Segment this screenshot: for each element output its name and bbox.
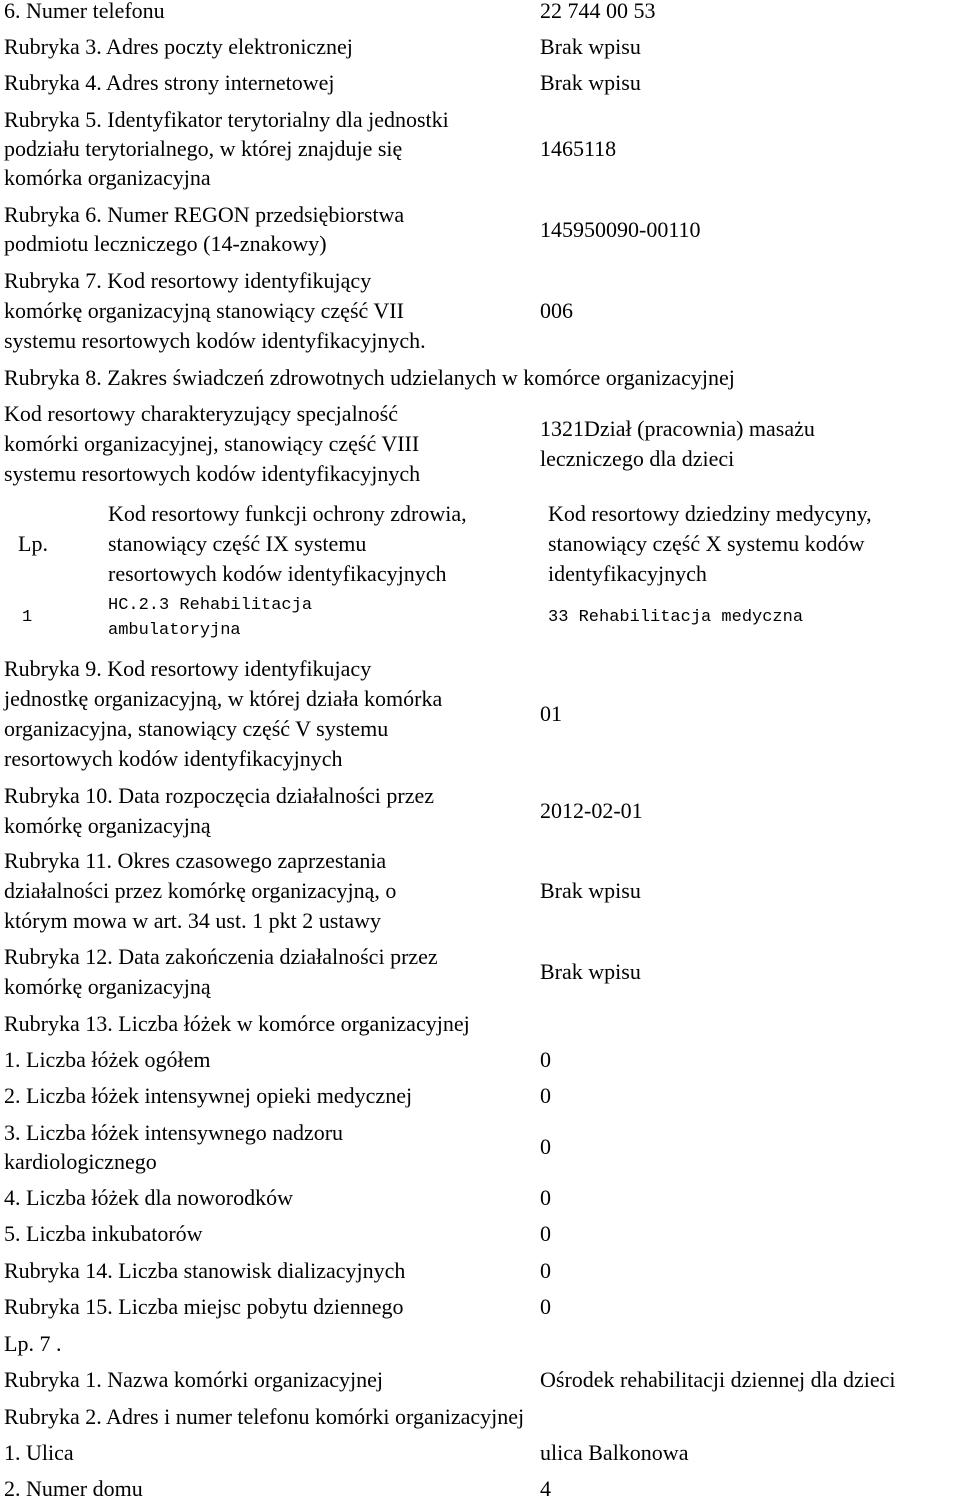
beds-icu-label: 2. Liczba łóżek intensywnej opieki medycznej [4, 1083, 413, 1108]
start-date-value: 2012-02-01 [540, 798, 643, 823]
street-value: ulica Balkonowa [540, 1440, 689, 1465]
specialty-value-line2: leczniczego dla dzieci [540, 446, 735, 471]
house-number-value: 4 [540, 1476, 551, 1501]
table-row-ix-line2: ambulatoryjna [108, 621, 241, 640]
table-header-x-line2: stanowiący część X systemu kodów [548, 531, 865, 556]
regon-value: 145950090-00110 [540, 217, 701, 242]
specialty-value-line1: 1321Dział (pracownia) masażu [540, 416, 815, 441]
end-date-value: Brak wpisu [540, 959, 641, 984]
unit-code-label-line1: Rubryka 9. Kod resortowy identyfikujacy [4, 656, 372, 681]
territorial-id-label-line3: komórka organizacyjna [4, 165, 211, 190]
territorial-id-value: 1465118 [540, 136, 617, 161]
website-label: Rubryka 4. Adres strony internetowej [4, 70, 335, 95]
beds-newborn-value: 0 [540, 1185, 551, 1210]
dialysis-label: Rubryka 14. Liczba stanowisk dializacyjnych [4, 1258, 406, 1283]
table-header-lp: Lp. [18, 531, 48, 556]
start-date-label-line1: Rubryka 10. Data rozpoczęcia działalności przez [4, 783, 435, 808]
beds-cardio-label-line1: 3. Liczba łóżek intensywnego nadzoru [4, 1120, 344, 1145]
code-vii-label-line3: systemu resortowych kodów identyfikacyjnych. [4, 328, 426, 353]
unit-code-value: 01 [540, 701, 562, 726]
beds-title: Rubryka 13. Liczba łóżek w komórce organizacyjnej [4, 1011, 470, 1036]
regon-label-line2: podmiotu leczniczego (14-znakowy) [4, 231, 327, 256]
table-header-x-line3: identyfikacyjnych [548, 561, 707, 586]
phone-value: 22 744 00 53 [540, 0, 656, 23]
table-header-ix-line3: resortowych kodów identyfikacyjnych [108, 561, 447, 586]
email-value: Brak wpisu [540, 34, 641, 59]
suspension-value: Brak wpisu [540, 878, 641, 903]
regon-label-line1: Rubryka 6. Numer REGON przedsiębiorstwa [4, 202, 405, 227]
beds-icu-value: 0 [540, 1083, 551, 1108]
phone-label: 6. Numer telefonu [4, 0, 165, 23]
code-vii-label-line2: komórkę organizacyjną stanowiący część VII [4, 298, 404, 323]
end-date-label-line2: komórkę organizacyjną [4, 974, 211, 999]
unit-name-value: Ośrodek rehabilitacji dziennej dla dzieci [540, 1367, 896, 1392]
specialty-label-line1: Kod resortowy charakteryzujący specjalność [4, 401, 399, 426]
services-title: Rubryka 8. Zakres świadczeń zdrowotnych udzielanych w komórce organizacyjnej [4, 365, 735, 390]
code-vii-value: 006 [540, 298, 573, 323]
email-label: Rubryka 3. Adres poczty elektronicznej [4, 34, 353, 59]
table-header-ix-line2: stanowiący część IX systemu [108, 531, 367, 556]
table-header-x-line1: Kod resortowy dziedziny medycyny, [548, 501, 872, 526]
beds-cardio-value: 0 [540, 1134, 551, 1159]
table-row-ix-line1: HC.2.3 Rehabilitacja [108, 596, 313, 615]
end-date-label-line1: Rubryka 12. Data zakończenia działalności przez [4, 944, 438, 969]
table-header-ix-line1: Kod resortowy funkcji ochrony zdrowia, [108, 501, 467, 526]
address-title: Rubryka 2. Adres i numer telefonu komórki organizacyjnej [4, 1404, 525, 1429]
code-vii-label-line1: Rubryka 7. Kod resortowy identyfikujący [4, 268, 372, 293]
incubators-label: 5. Liczba inkubatorów [4, 1221, 203, 1246]
day-care-label: Rubryka 15. Liczba miejsc pobytu dziennego [4, 1294, 404, 1319]
specialty-label-line3: systemu resortowych kodów identyfikacyjnych [4, 461, 421, 486]
unit-code-label-line3: organizacyjna, stanowiący część V systemu [4, 716, 389, 741]
territorial-id-label-line2: podziału terytorialnego, w której znajduje się [4, 136, 403, 161]
territorial-id-label-line1: Rubryka 5. Identyfikator terytorialny dla jednostki [4, 107, 449, 132]
beds-total-label: 1. Liczba łóżek ogółem [4, 1047, 211, 1072]
start-date-label-line2: komórkę organizacyjną [4, 813, 211, 838]
suspension-label-line3: którym mowa w art. 34 ust. 1 pkt 2 ustawy [4, 908, 382, 933]
suspension-label-line1: Rubryka 11. Okres czasowego zaprzestania [4, 848, 387, 873]
unit-code-label-line4: resortowych kodów identyfikacyjnych [4, 746, 343, 771]
unit-name-label: Rubryka 1. Nazwa komórki organizacyjnej [4, 1367, 383, 1392]
beds-total-value: 0 [540, 1047, 551, 1072]
dialysis-value: 0 [540, 1258, 551, 1283]
unit-code-label-line2: jednostkę organizacyjną, w której działa komórka [4, 686, 443, 711]
entry-number: Lp. 7 . [4, 1331, 62, 1356]
specialty-label-line2: komórki organizacyjnej, stanowiący część VIII [4, 431, 420, 456]
incubators-value: 0 [540, 1221, 551, 1246]
suspension-label-line2: działalności przez komórkę organizacyjną, o [4, 878, 397, 903]
day-care-value: 0 [540, 1294, 551, 1319]
table-row-x: 33 Rehabilitacja medyczna [548, 608, 804, 627]
website-value: Brak wpisu [540, 70, 641, 95]
beds-cardio-label-line2: kardiologicznego [4, 1149, 157, 1174]
house-number-label: 2. Numer domu [4, 1476, 143, 1501]
street-label: 1. Ulica [4, 1440, 74, 1465]
table-row-lp: 1 [22, 608, 33, 627]
beds-newborn-label: 4. Liczba łóżek dla noworodków [4, 1185, 293, 1210]
